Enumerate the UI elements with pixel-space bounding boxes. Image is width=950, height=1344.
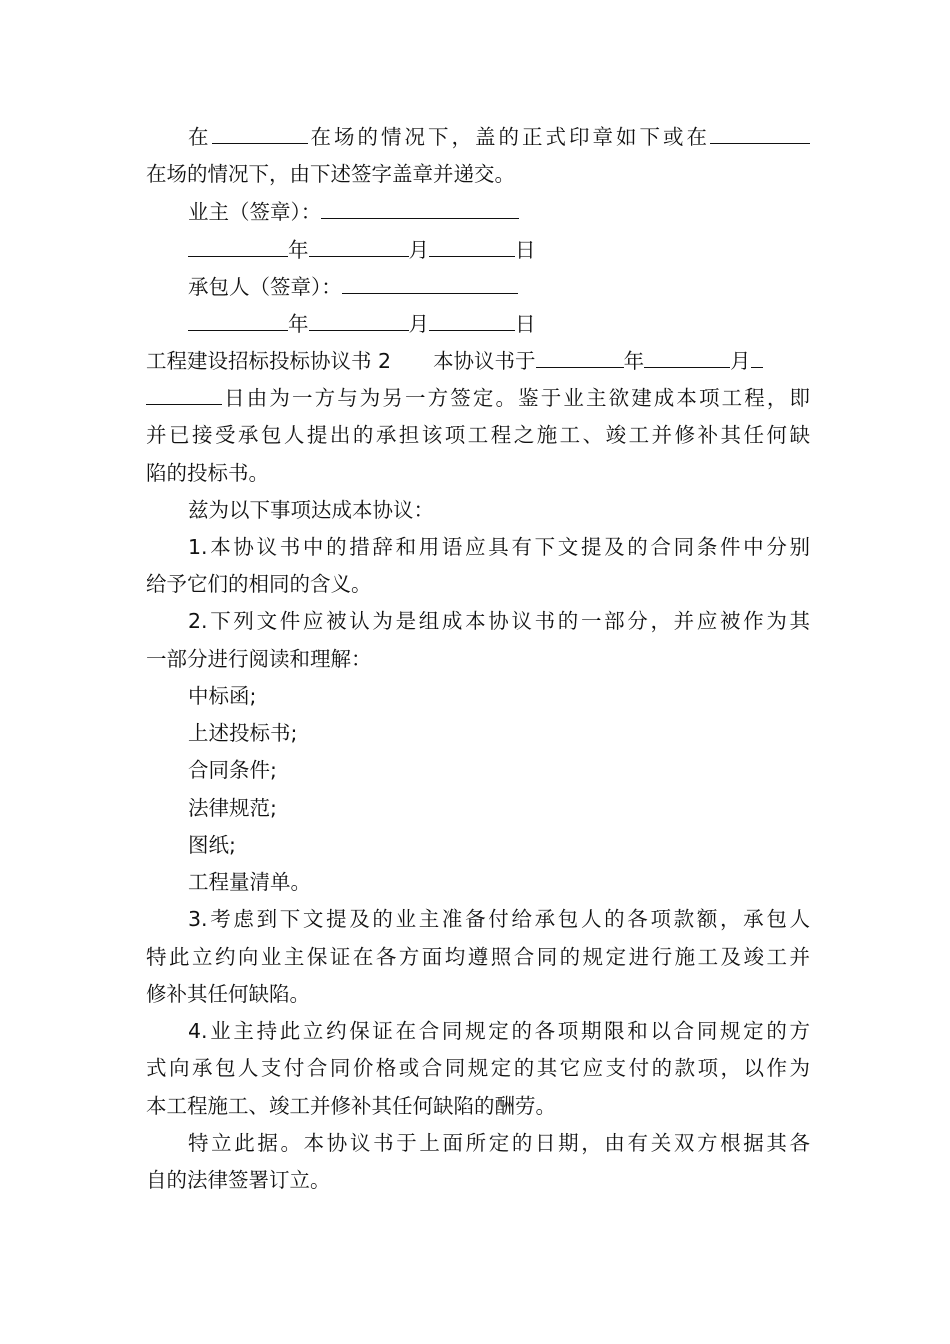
text-span: 年: [288, 238, 309, 262]
blank-underline: [710, 123, 810, 144]
text-line: 自的法律签署订立。: [146, 1168, 331, 1192]
list-item: 合同条件;: [188, 758, 277, 782]
text-span: 在: [188, 125, 212, 149]
text-line: 修补其任何缺陷。: [146, 982, 310, 1006]
signature-line-contractor: [188, 273, 810, 300]
text-span: 月: [408, 238, 429, 262]
text-span: 本协议书于: [433, 349, 536, 373]
text-span: 月: [730, 349, 751, 373]
blank-underline: [342, 273, 518, 294]
blank-underline: [751, 347, 763, 368]
text-span: 日: [515, 312, 536, 336]
blank-underline: [429, 310, 515, 331]
text-line: 式向承包人支付合同价格或合同规定的其它应支付的款项，以作为: [146, 1056, 810, 1080]
text-span: 年: [623, 349, 645, 373]
list-item: 工程量清单。: [188, 870, 311, 894]
blank-underline: [212, 123, 308, 144]
numbered-clause: 3.考虑到下文提及的业主准备付给承包人的各项款额，承包人: [188, 907, 810, 931]
list-item: 上述投标书;: [188, 721, 298, 745]
blank-underline: [536, 347, 624, 368]
text-line: [146, 384, 810, 411]
text-span: 日: [515, 238, 536, 262]
text-line: 本工程施工、竣工并修补其任何缺陷的酬劳。: [146, 1094, 556, 1118]
signature-line-owner: [188, 198, 810, 225]
text-span: 月: [408, 312, 429, 336]
text-line: 给予它们的相同的含义。: [146, 572, 372, 596]
list-item: 图纸;: [188, 833, 236, 857]
text-span: 承包人（签章）：: [188, 275, 342, 299]
section-title: 工程建设招标投标协议书 2: [146, 349, 392, 373]
date-line: [188, 310, 810, 337]
blank-underline: [188, 310, 288, 331]
text-line: 陷的投标书。: [146, 461, 269, 485]
text-line: [188, 123, 810, 150]
list-item: 中标函;: [188, 684, 257, 708]
text-line: 并已接受承包人提出的承担该项工程之施工、竣工并修补其任何缺: [146, 423, 810, 447]
text-line: 特此立约向业主保证在各方面均遵照合同的规定进行施工及竣工并: [146, 945, 810, 969]
blank-underline: [321, 198, 519, 219]
text-span: 在场的情况下，盖的正式印章如下或在: [307, 125, 710, 149]
numbered-clause: 2.下列文件应被认为是组成本协议书的一部分，并应被作为其: [188, 609, 810, 633]
numbered-clause: 1.本协议书中的措辞和用语应具有下文提及的合同条件中分别: [188, 535, 810, 559]
text-span: 日由为一方与为另一方签定。鉴于业主欲建成本项工程，即: [222, 386, 810, 410]
text-line: 在场的情况下，由下述签字盖章并递交。: [146, 162, 515, 186]
section-title-line: [146, 347, 810, 374]
text-line: 一部分进行阅读和理解：: [146, 647, 372, 671]
list-item: 法律规范;: [188, 796, 277, 820]
blank-underline: [309, 236, 409, 257]
closing-clause: 特立此据。本协议书于上面所定的日期，由有关双方根据其各: [188, 1131, 810, 1155]
blank-underline: [429, 236, 515, 257]
text-span: 年: [288, 312, 309, 336]
blank-underline: [309, 310, 409, 331]
blank-underline: [146, 384, 222, 405]
date-line: [188, 236, 810, 263]
blank-underline: [188, 236, 288, 257]
numbered-clause: 4.业主持此立约保证在合同规定的各项期限和以合同规定的方: [188, 1019, 810, 1043]
text-span: 业主（签章）：: [188, 200, 322, 224]
blank-underline: [644, 347, 730, 368]
text-line: 兹为以下事项达成本协议：: [188, 498, 434, 522]
